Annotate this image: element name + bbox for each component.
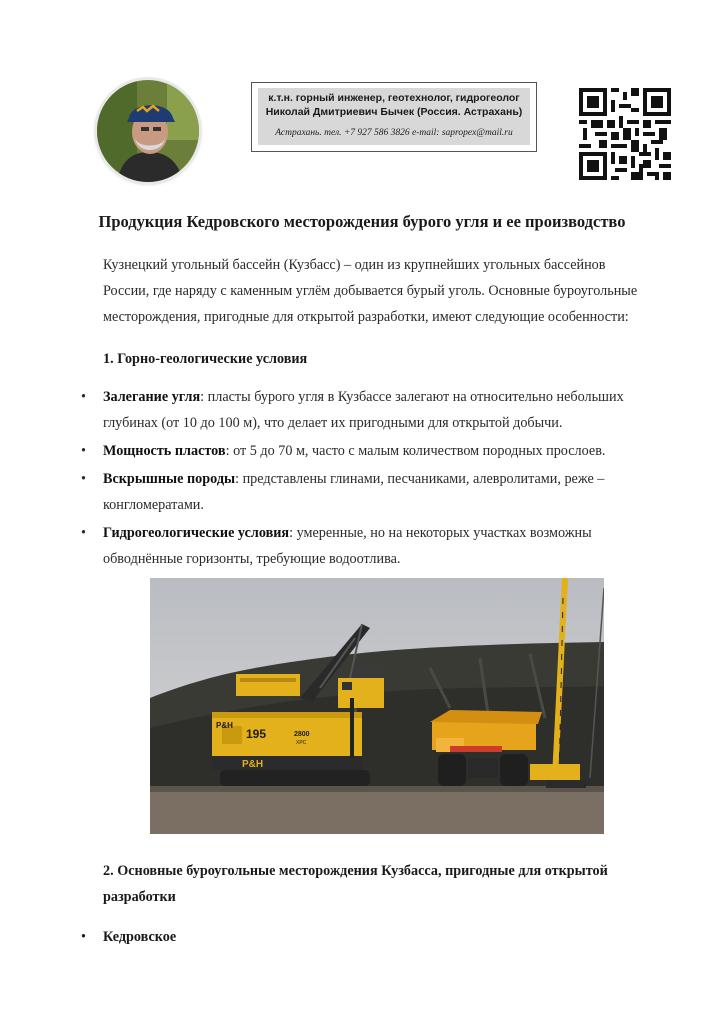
shovel-number: 195 [246, 727, 267, 741]
intro-line: Кузнецкий угольный бассейн (Кузбасс) – один из крупнейших угольных бассейнов [103, 257, 606, 273]
shovel-brand: P&H [242, 759, 264, 770]
list-item [81, 924, 177, 950]
intro-line: России, где наряду с каменным углём добывается бурый уголь. Основные буроугольные [103, 283, 638, 299]
list-item-text: : умеренные, но на некоторых участках возможны обводнённые горизонты, требующие водоотлива. [103, 525, 592, 567]
shovel-model: 2800 [294, 731, 310, 738]
author-name: Николай Дмитриевич Бычек (Россия. Астрахань) [265, 106, 523, 118]
list-item [81, 466, 648, 518]
list-item [81, 520, 648, 572]
bullet-icon: • [81, 471, 86, 487]
list-item [81, 438, 648, 464]
deposit-name: Кедровское [103, 929, 177, 945]
bullet-icon: • [81, 525, 86, 541]
list-item-text: : пласты бурого угля в Кузбассе залегают на относительно небольших глубинах (от 10 до 100 м), что делает их пригодными для открытой добычи. [103, 389, 624, 431]
list-item [81, 384, 648, 436]
author-credentials: к.т.н. горный инженер, геотехнолог, гидрогеолог [268, 92, 520, 104]
list-item-term: Залегание угля [103, 389, 201, 405]
mining-photo [150, 578, 604, 834]
author-info-box [251, 82, 537, 152]
page-title: Продукция Кедровского месторождения бурого угля и ее производство [98, 212, 626, 231]
list-item-text: : представлены глинами, песчаниками, алевролитами, реже – конгломератами. [103, 471, 605, 513]
shovel-brand-small: P&H [216, 721, 233, 730]
intro-line: месторождения, пригодные для открытой разработки, имеют следующие особенности: [103, 309, 629, 325]
author-contacts: Астрахань. тел. +7 927 586 3826 e-mail: sapropex@mail.ru [275, 128, 513, 138]
bullet-icon: • [81, 443, 86, 459]
conditions-list [81, 384, 648, 574]
list-item-text: : от 5 до 70 м, часто с малым количеством породных прослоев. [225, 443, 606, 459]
bullet-icon: • [81, 929, 86, 945]
list-item-term: Вскрышные породы [103, 471, 236, 487]
author-photo [97, 80, 199, 182]
bullet-icon: • [81, 389, 86, 405]
section-1-heading: 1. Горно-геологические условия [103, 351, 308, 367]
list-item-term: Мощность пластов [103, 443, 226, 459]
section-2-heading: 2. Основные буроугольные месторождения Кузбасса, пригодные для открытой разработки [103, 863, 608, 905]
qr-code-icon [579, 88, 671, 180]
intro-paragraph [103, 252, 663, 330]
list-item-term: Гидрогеологические условия [103, 525, 290, 541]
shovel-model-suffix: XPC [296, 740, 307, 746]
